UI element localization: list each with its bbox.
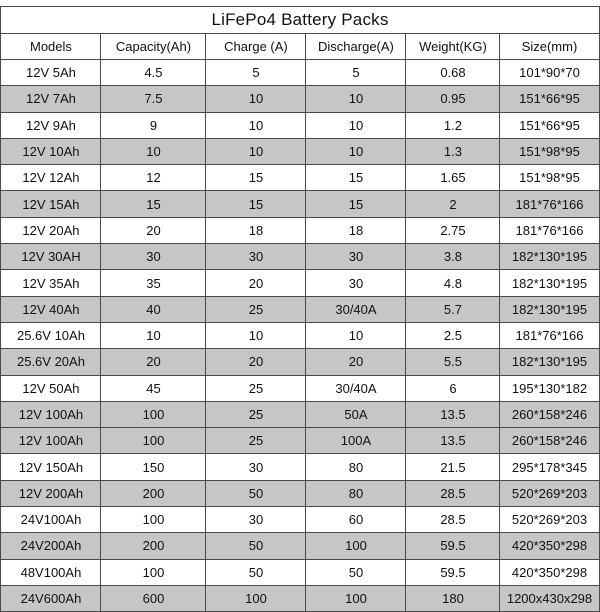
table-row [1,585,599,611]
cell-capacity: 100 [101,559,206,585]
table-row [1,270,599,296]
cell-model: 25.6V 10Ah [1,322,101,348]
cell-charge: 30 [206,244,306,270]
cell-weight: 0.68 [406,60,500,86]
cell-model: 12V 12Ah [1,165,101,191]
table-row [1,401,599,427]
cell-size: 151*98*95 [500,138,599,164]
cell-size: 260*158*246 [500,401,599,427]
cell-discharge: 10 [306,86,406,112]
cell-charge: 25 [206,296,306,322]
cell-capacity: 45 [101,375,206,401]
cell-weight: 1.2 [406,112,500,138]
table-row [1,191,599,217]
cell-weight: 180 [406,585,500,611]
cell-capacity: 600 [101,585,206,611]
cell-capacity: 35 [101,270,206,296]
column-header-capacity: Capacity(Ah) [101,34,206,60]
cell-weight: 2 [406,191,500,217]
cell-discharge: 30/40A [306,296,406,322]
cell-model: 12V 20Ah [1,217,101,243]
cell-model: 12V 150Ah [1,454,101,480]
table-body [1,60,599,612]
column-header-charge: Charge (A) [206,34,306,60]
column-header-weight: Weight(KG) [406,34,500,60]
cell-discharge: 50 [306,559,406,585]
cell-charge: 30 [206,507,306,533]
cell-capacity: 10 [101,138,206,164]
cell-weight: 1.65 [406,165,500,191]
cell-size: 182*130*195 [500,270,599,296]
cell-capacity: 7.5 [101,86,206,112]
cell-size: 420*350*298 [500,559,599,585]
cell-discharge: 20 [306,349,406,375]
table-row [1,375,599,401]
cell-capacity: 100 [101,507,206,533]
cell-model: 25.6V 20Ah [1,349,101,375]
cell-size: 520*269*203 [500,507,599,533]
cell-weight: 59.5 [406,533,500,559]
cell-discharge: 30 [306,270,406,296]
cell-charge: 18 [206,217,306,243]
cell-capacity: 30 [101,244,206,270]
cell-weight: 13.5 [406,428,500,454]
cell-model: 12V 9Ah [1,112,101,138]
cell-discharge: 10 [306,112,406,138]
cell-size: 151*66*95 [500,112,599,138]
cell-charge: 10 [206,322,306,348]
cell-size: 1200x430x298 [500,585,599,611]
cell-weight: 28.5 [406,480,500,506]
cell-model: 12V 40Ah [1,296,101,322]
cell-charge: 25 [206,401,306,427]
cell-weight: 28.5 [406,507,500,533]
cell-charge: 15 [206,191,306,217]
cell-weight: 13.5 [406,401,500,427]
cell-capacity: 100 [101,401,206,427]
cell-discharge: 10 [306,138,406,164]
column-header-discharge: Discharge(A) [306,34,406,60]
cell-weight: 21.5 [406,454,500,480]
cell-discharge: 100 [306,585,406,611]
cell-capacity: 10 [101,322,206,348]
table-row [1,86,599,112]
cell-size: 182*130*195 [500,296,599,322]
cell-weight: 0.95 [406,86,500,112]
cell-size: 181*76*166 [500,217,599,243]
cell-capacity: 9 [101,112,206,138]
cell-model: 48V100Ah [1,559,101,585]
cell-size: 195*130*182 [500,375,599,401]
cell-capacity: 20 [101,349,206,375]
table-title-row [1,7,599,34]
cell-discharge: 30 [306,244,406,270]
cell-model: 12V 15Ah [1,191,101,217]
cell-weight: 59.5 [406,559,500,585]
table-header-row [1,34,599,60]
table-row [1,322,599,348]
cell-discharge: 100 [306,533,406,559]
battery-spec-table [0,6,599,612]
table-row [1,244,599,270]
cell-discharge: 80 [306,454,406,480]
cell-weight: 4.8 [406,270,500,296]
table-row [1,507,599,533]
cell-discharge: 5 [306,60,406,86]
cell-size: 181*76*166 [500,322,599,348]
cell-charge: 100 [206,585,306,611]
table-row [1,454,599,480]
cell-capacity: 200 [101,533,206,559]
cell-discharge: 80 [306,480,406,506]
cell-charge: 10 [206,112,306,138]
cell-discharge: 60 [306,507,406,533]
cell-capacity: 150 [101,454,206,480]
cell-model: 12V 35Ah [1,270,101,296]
cell-model: 12V 50Ah [1,375,101,401]
cell-charge: 50 [206,480,306,506]
cell-size: 420*350*298 [500,533,599,559]
cell-size: 151*66*95 [500,86,599,112]
cell-model: 24V600Ah [1,585,101,611]
cell-weight: 2.75 [406,217,500,243]
cell-model: 12V 5Ah [1,60,101,86]
cell-model: 12V 100Ah [1,401,101,427]
cell-size: 101*90*70 [500,60,599,86]
table-row [1,217,599,243]
table-row [1,428,599,454]
column-header-models: Models [1,34,101,60]
cell-charge: 50 [206,559,306,585]
table-row [1,138,599,164]
cell-model: 12V 30AH [1,244,101,270]
table-row [1,296,599,322]
cell-discharge: 15 [306,191,406,217]
table-row [1,480,599,506]
cell-charge: 20 [206,270,306,296]
cell-charge: 50 [206,533,306,559]
cell-size: 151*98*95 [500,165,599,191]
cell-model: 12V 100Ah [1,428,101,454]
cell-model: 24V200Ah [1,533,101,559]
cell-charge: 5 [206,60,306,86]
cell-charge: 30 [206,454,306,480]
cell-weight: 2.5 [406,322,500,348]
table-title: LiFePo4 Battery Packs [1,7,599,34]
cell-charge: 15 [206,165,306,191]
cell-model: 12V 7Ah [1,86,101,112]
cell-capacity: 12 [101,165,206,191]
cell-capacity: 4.5 [101,60,206,86]
cell-weight: 3.8 [406,244,500,270]
cell-size: 182*130*195 [500,244,599,270]
cell-weight: 6 [406,375,500,401]
cell-size: 520*269*203 [500,480,599,506]
table-row [1,349,599,375]
table-row [1,165,599,191]
cell-discharge: 10 [306,322,406,348]
cell-size: 295*178*345 [500,454,599,480]
cell-size: 182*130*195 [500,349,599,375]
cell-capacity: 100 [101,428,206,454]
cell-weight: 5.7 [406,296,500,322]
cell-charge: 20 [206,349,306,375]
cell-discharge: 100A [306,428,406,454]
column-header-size: Size(mm) [500,34,599,60]
cell-model: 12V 200Ah [1,480,101,506]
table-row [1,533,599,559]
cell-charge: 10 [206,138,306,164]
cell-charge: 25 [206,375,306,401]
cell-discharge: 18 [306,217,406,243]
cell-weight: 5.5 [406,349,500,375]
cell-discharge: 50A [306,401,406,427]
cell-discharge: 15 [306,165,406,191]
cell-size: 260*158*246 [500,428,599,454]
cell-charge: 25 [206,428,306,454]
table-row [1,559,599,585]
cell-discharge: 30/40A [306,375,406,401]
table-row [1,60,599,86]
cell-model: 12V 10Ah [1,138,101,164]
cell-size: 181*76*166 [500,191,599,217]
table-row [1,112,599,138]
cell-capacity: 15 [101,191,206,217]
cell-capacity: 20 [101,217,206,243]
cell-capacity: 40 [101,296,206,322]
cell-charge: 10 [206,86,306,112]
cell-model: 24V100Ah [1,507,101,533]
cell-capacity: 200 [101,480,206,506]
cell-weight: 1.3 [406,138,500,164]
